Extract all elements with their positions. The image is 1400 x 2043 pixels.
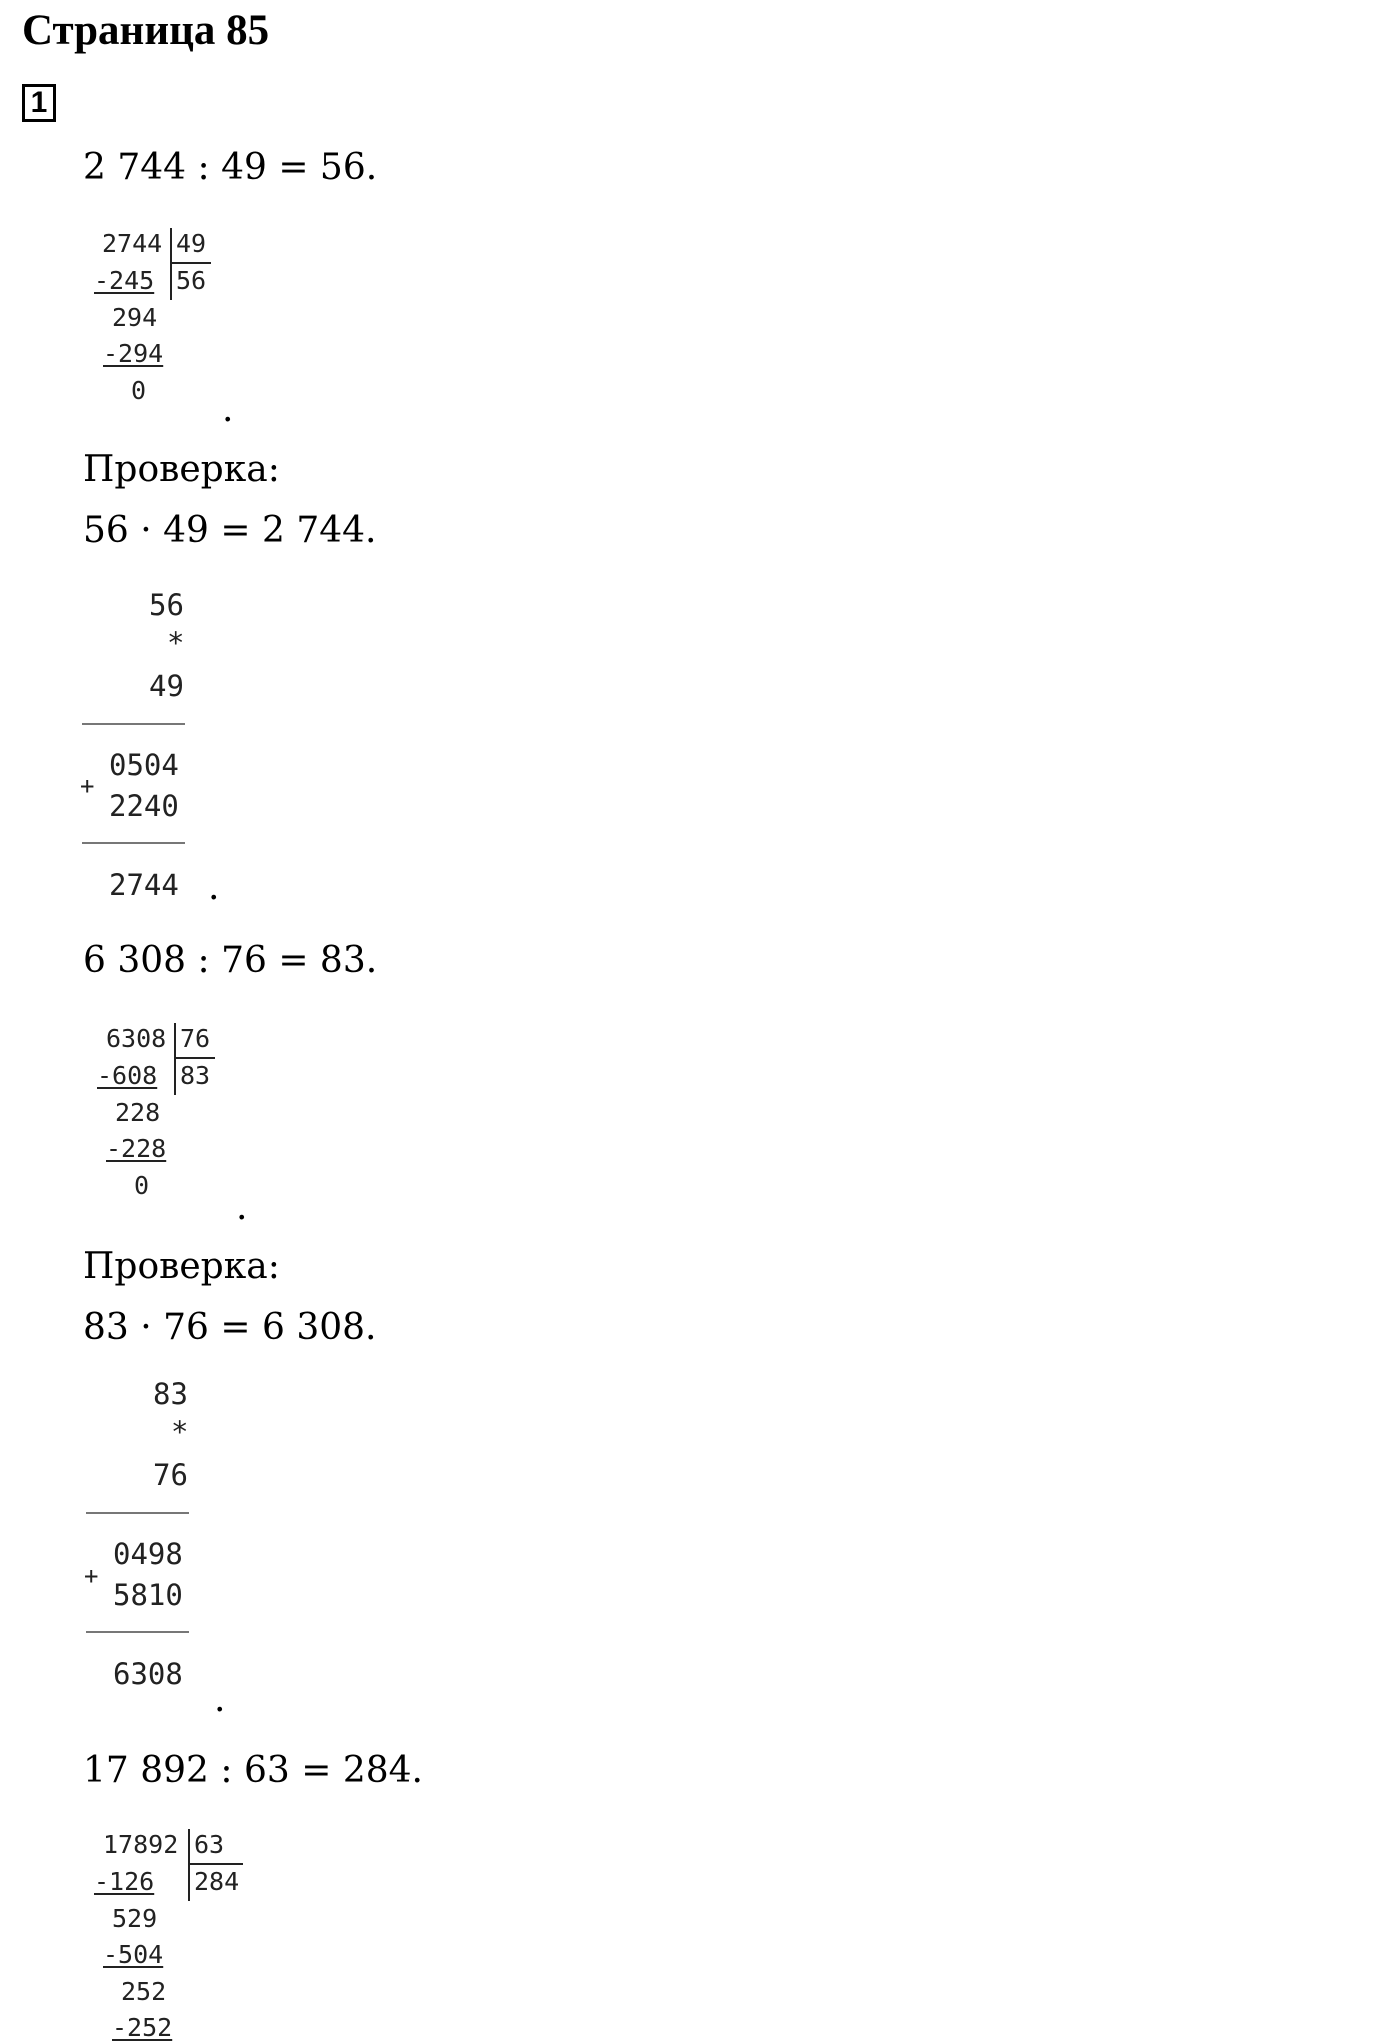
division-step: 294 [112,303,158,332]
partial-product: 2240 [109,789,179,823]
multiplicand: 83 [153,1377,188,1411]
divisor: 49 [176,229,207,258]
multiplier: 76 [153,1458,188,1492]
divisor-underline [175,1057,215,1059]
trailing-dot: . [236,1187,248,1228]
multiplier: 49 [149,669,184,703]
dividend: 2744 [102,229,163,258]
product-result: 2744 [109,868,179,902]
divisor: 76 [180,1024,211,1053]
division-step: -228 [106,1134,167,1163]
check-equation-1: 56 · 49 = 2 744. [83,510,377,551]
division-step: 529 [112,1904,158,1933]
rule-line [86,1512,189,1514]
division-step: -504 [103,1940,164,1969]
check-equation-2: 83 · 76 = 6 308. [83,1307,377,1348]
division-step: -252 [112,2013,173,2042]
page-title: Страница 85 [22,7,270,54]
partial-product: 0504 [109,748,179,782]
rule-line [82,842,185,844]
product-result: 6308 [113,1657,183,1691]
division-step: 0 [134,1171,150,1200]
equation-3: 17 892 : 63 = 284. [83,1750,423,1791]
check-label-1: Проверка: [83,449,280,490]
division-step: -608 [97,1061,158,1090]
division-bar [174,1023,176,1095]
dividend: 6308 [106,1024,167,1053]
division-step: 0 [131,376,147,405]
equation-1: 2 744 : 49 = 56. [83,147,378,188]
divisor-underline [171,262,211,264]
rule-line [82,723,185,725]
task-number-box: 1 [22,84,56,122]
partial-product: 5810 [113,1578,183,1612]
quotient: 83 [180,1061,211,1090]
multiply-sign: * [171,1415,189,1449]
trailing-dot: . [214,1679,226,1720]
division-bar [170,228,172,300]
division-step: -126 [94,1867,155,1896]
division-step: -245 [94,266,155,295]
check-label-2: Проверка: [83,1246,280,1287]
divisor-underline [189,1863,243,1865]
division-step: 228 [115,1098,161,1127]
trailing-dot: . [208,867,220,908]
trailing-dot: . [222,389,234,430]
plus-sign: + [80,772,95,800]
division-step: -294 [103,339,164,368]
division-step: 252 [121,1977,167,2006]
partial-product: 0498 [113,1537,183,1571]
rule-line [86,1631,189,1633]
quotient: 284 [194,1867,240,1896]
division-bar [188,1829,190,1901]
divisor: 63 [194,1830,225,1859]
quotient: 56 [176,266,207,295]
plus-sign: + [84,1562,99,1590]
dividend: 17892 [103,1830,179,1859]
equation-2: 6 308 : 76 = 83. [83,940,378,981]
multiplicand: 56 [149,588,184,622]
multiply-sign: * [167,626,185,660]
